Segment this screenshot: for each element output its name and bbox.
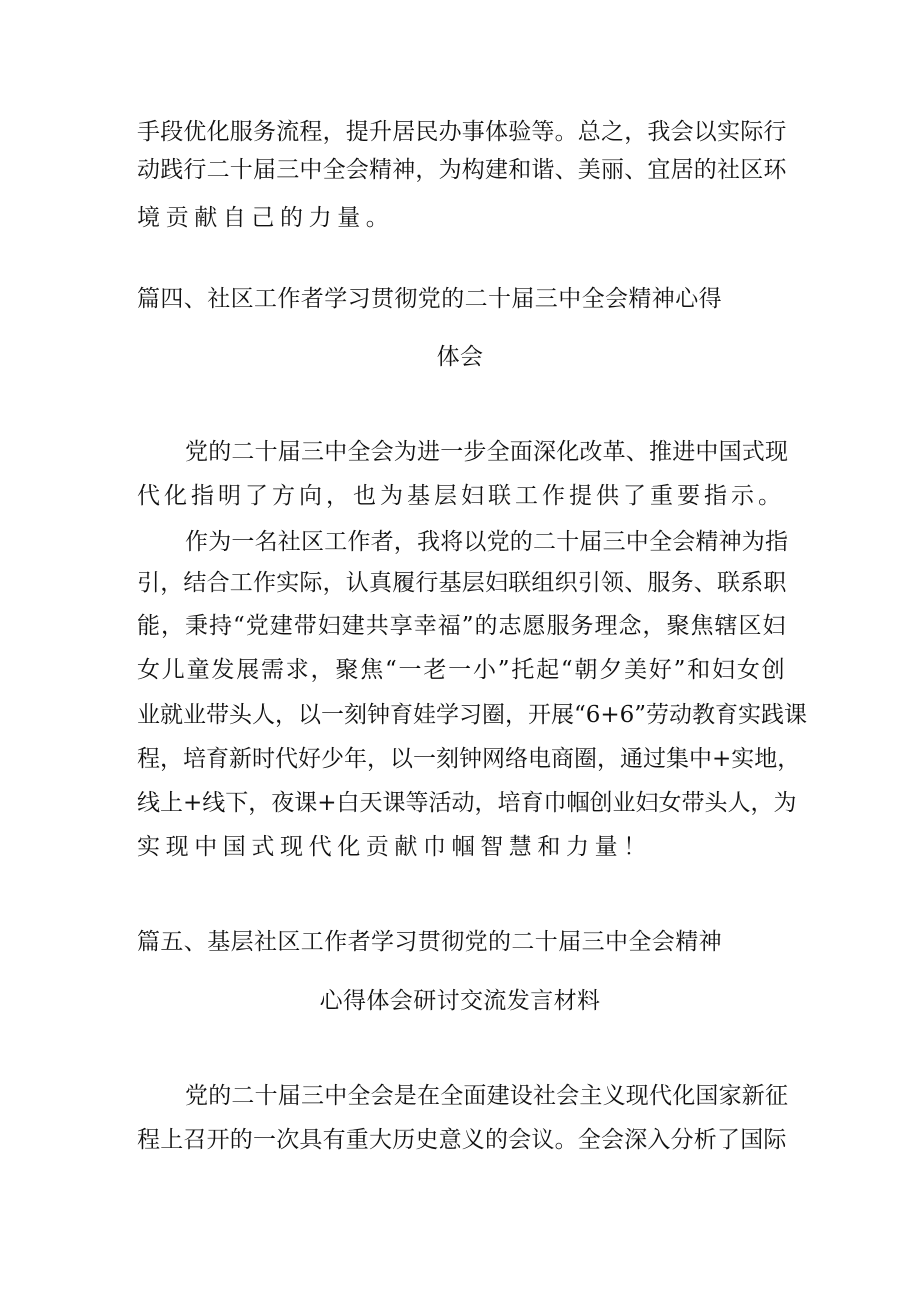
paragraph-line: 境贡献自己的力量。 [137,205,395,231]
paragraph-line: 线上+线下，夜课+白天课等活动，培育巾帼创业妇女带头人，为 [137,790,797,816]
paragraph-line: 引，结合工作实际，认真履行基层妇联组织引领、服务、联系职 [137,570,787,596]
paragraph-line: 手段优化服务流程，提升居民办事体验等。总之，我会以实际行 [137,119,787,145]
section-heading-continued: 体会 [436,344,484,370]
paragraph-line: 能，秉持“党建带妇建共享幸福”的志愿服务理念，聚焦辖区妇 [137,613,787,639]
paragraph-line: 作为一名社区工作者，我将以党的二十届三中全会精神为指 [185,529,789,555]
paragraph-line: 代化指明了方向，也为基层妇联工作提供了重要指示。 [137,483,785,509]
paragraph-line: 党的二十届三中全会是在全面建设社会主义现代化国家新征 [185,1083,789,1109]
paragraph-line: 党的二十届三中全会为进一步全面深化改革、推进中国式现 [185,439,789,465]
paragraph-line: 女儿童发展需求，聚焦“一老一小”托起“朝夕美好”和妇女创 [137,657,787,683]
section-heading: 篇五、基层社区工作者学习贯彻党的二十届三中全会精神 [137,929,722,955]
section-heading: 篇四、社区工作者学习贯彻党的二十届三中全会精神心得 [137,286,722,312]
paragraph-line: 程，培育新时代好少年，以一刻钟网络电商圈，通过集中+实地， [137,746,801,772]
paragraph-line: 动践行二十届三中全会精神，为构建和谐、美丽、宜居的社区环 [137,157,787,183]
paragraph-line: 实现中国式现代化贡献巾帼智慧和力量！ [137,834,652,860]
paragraph-line: 业就业带头人，以一刻钟育娃学习圈，开展“6+6”劳动教育实践课 [137,702,808,728]
section-heading-continued: 心得体会研讨交流发言材料 [319,988,601,1014]
paragraph-line: 程上召开的一次具有重大历史意义的会议。全会深入分析了国际 [137,1127,787,1153]
